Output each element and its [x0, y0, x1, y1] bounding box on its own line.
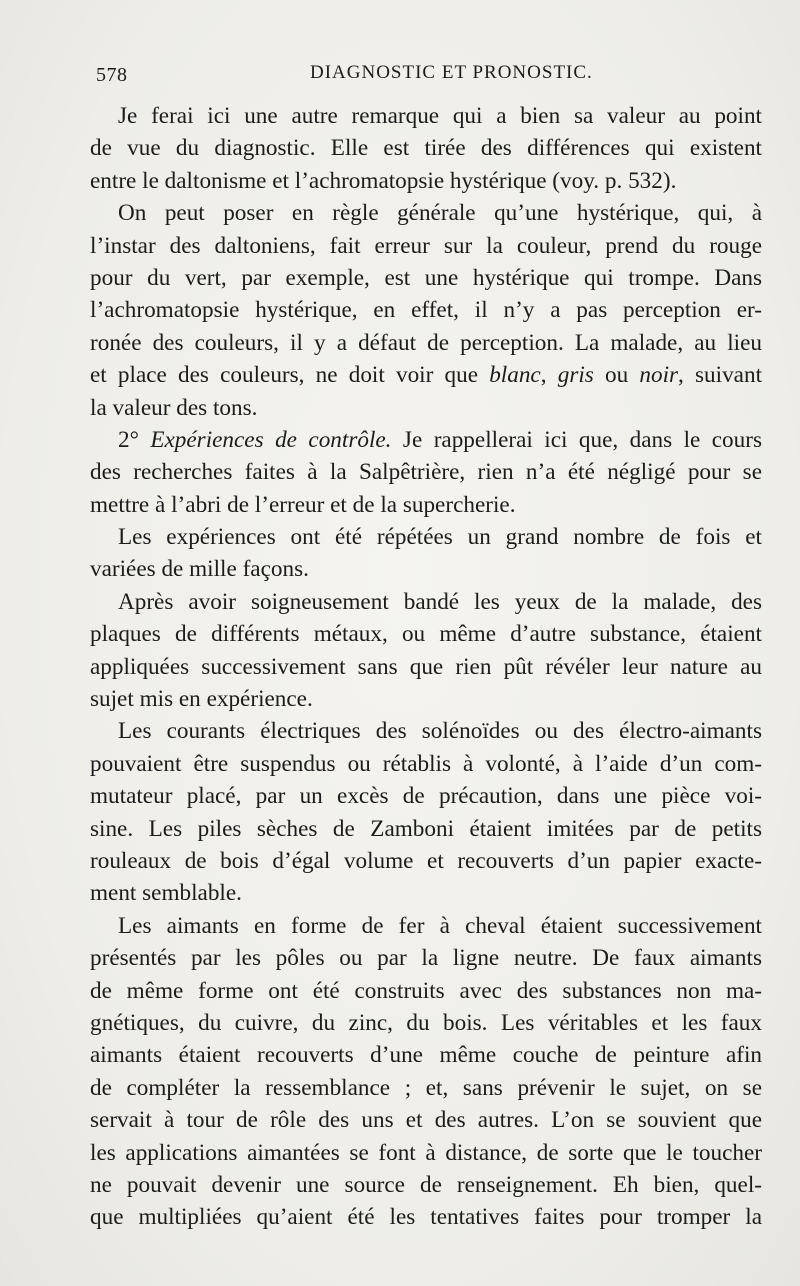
text-line: les applications aimantées se font à distance, de sorte que le toucher [90, 1139, 762, 1166]
text-line: variées de mille façons. [90, 556, 309, 583]
text-line: On peut poser en règle générale qu’une hystérique, qui, à [118, 200, 762, 227]
text-line: Je ferai ici une autre remarque qui a bien sa valeur au point [118, 103, 762, 129]
emphasis-noir: noir [639, 362, 679, 389]
emphasis-blanc: blanc [489, 362, 541, 389]
text-line: mettre à l’abri de l’erreur et de la supercherie. [90, 491, 516, 518]
text-run: , [540, 362, 558, 389]
text-line: sine. Les piles sèches de Zamboni étaient imitées par de petits [90, 815, 762, 842]
section-heading-line [90, 424, 762, 456]
text-line: l’achromatopsie hystérique, en effet, il n’y a pas perception er- [90, 297, 762, 324]
paragraph [90, 197, 762, 424]
text-line: que multipliées qu’aient été les tentatives faites pour tromper la [90, 1204, 762, 1231]
text-line: Les aimants en forme de fer à cheval étaient successivement [118, 912, 762, 939]
text-run: ou [593, 362, 640, 389]
text-line: rouleaux de bois d’égal volume et recouverts d’un papier exacte- [90, 847, 762, 874]
paragraph [90, 424, 762, 521]
text-line: plaques de différents métaux, ou même d’autre substance, étaient [90, 621, 762, 648]
page-body [90, 100, 762, 1234]
text-line: mutateur placé, par un excès de précaution, dans une pièce voi- [90, 783, 762, 810]
text-line: appliquées successivement sans que rien pût révéler leur nature au [90, 653, 762, 680]
text-line: pour du vert, par exemple, est une hystérique qui trompe. Dans [90, 264, 762, 291]
paragraph [90, 910, 762, 1234]
text-line: servait à tour de rôle des uns et des autres. L’on se souvient que [90, 1107, 762, 1134]
section-number: 2° [118, 426, 151, 453]
page-number: 578 [96, 64, 128, 86]
text-line: ne pouvait devenir une source de renseignement. Eh bien, quel- [90, 1171, 762, 1198]
paragraph [90, 586, 762, 716]
text-line: de même forme ont été construits avec des substances non ma- [90, 977, 762, 1004]
text-line: de vue du diagnostic. Elle est tirée des différences qui existent [90, 135, 762, 162]
text-line: l’instar des daltoniens, fait erreur sur la couleur, prend du rouge [90, 232, 762, 259]
text-line: aimants étaient recouverts d’une même couche de peinture afin [90, 1042, 762, 1069]
text-run: et place des couleurs, ne doit voir que [90, 362, 490, 389]
text-line: sujet mis en expérience. [90, 686, 313, 713]
text-run: , suivant [678, 362, 763, 389]
text-run: Je rappellerai ici que, dans le cours [391, 426, 762, 453]
section-heading: Expériences de contrôle. [150, 426, 392, 453]
paragraph [90, 521, 762, 586]
paragraph [90, 100, 762, 197]
page-header [96, 60, 760, 90]
text-line: la valeur des tons. [90, 394, 258, 421]
paragraph [90, 715, 762, 909]
text-line: des recherches faites à la Salpêtrière, rien n’a été négligé pour se [90, 459, 762, 486]
text-line: ment semblable. [90, 880, 242, 907]
text-line: gnétiques, du cuivre, du zinc, du bois. Les véritables et les faux [90, 1009, 762, 1036]
text-line: pouvaient être suspendus ou rétablis à volonté, à l’aide d’un com- [90, 750, 762, 777]
text-line: présentés par les pôles ou par la ligne neutre. De faux aimants [90, 945, 762, 972]
text-line: Après avoir soigneusement bandé les yeux de la malade, des [118, 588, 762, 615]
text-line: Les courants électriques des solénoïdes ou des électro-aimants [118, 718, 762, 745]
text-line: entre le daltonisme et l’achromatopsie hystérique (voy. p. 532). [90, 167, 677, 194]
emphasis-gris: gris [557, 362, 594, 389]
running-title: DIAGNOSTIC ET PRONOSTIC. [310, 62, 593, 83]
text-line-with-emphasis [90, 359, 762, 391]
text-line: de compléter la ressemblance ; et, sans prévenir le sujet, on se [90, 1074, 762, 1101]
text-line: Les expériences ont été répétées un grand nombre de fois et [118, 524, 762, 551]
text-line: ronée des couleurs, il y a défaut de perception. La malade, au lieu [90, 329, 762, 356]
